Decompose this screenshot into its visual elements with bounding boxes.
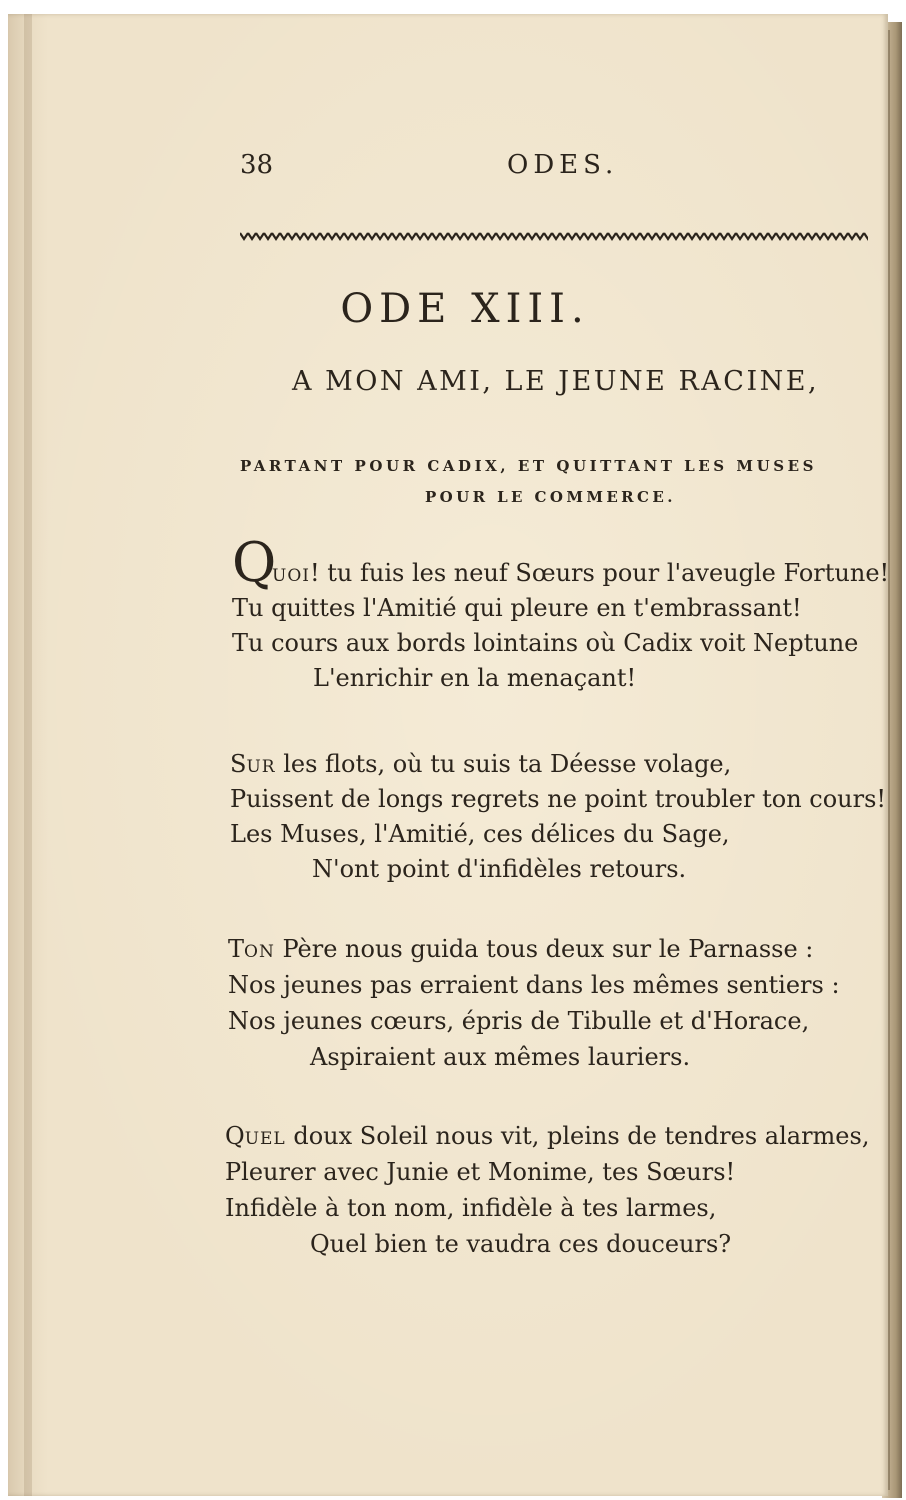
verse-line-indented: N'ont point d'infidèles retours. bbox=[312, 855, 687, 883]
verse-line-indented: Quel bien te vaudra ces douceurs? bbox=[310, 1230, 732, 1258]
verse-text: doux Soleil nous vit, pleins de tendres alarmes, bbox=[285, 1122, 870, 1150]
verse-text: les flots, où tu suis ta Déesse volage, bbox=[275, 750, 732, 778]
ode-title: ODE XIII. bbox=[340, 286, 590, 332]
verse-line: Pleurer avec Junie et Monime, tes Sœurs! bbox=[225, 1158, 736, 1186]
verse-line bbox=[272, 555, 889, 594]
verse-text: Père nous guida tous deux sur le Parnasse : bbox=[274, 935, 814, 963]
verse-line: Infidèle à ton nom, infidèle à tes larmes, bbox=[225, 1194, 717, 1222]
verse-line: Nos jeunes pas erraient dans les mêmes sentiers : bbox=[228, 971, 840, 999]
page-gutter bbox=[24, 14, 32, 1496]
verse-line: Tu quittes l'Amitié qui pleure en t'embrassant! bbox=[232, 594, 802, 622]
verse-smallcaps-word: UR bbox=[246, 757, 276, 777]
verse-initial: T bbox=[228, 935, 245, 963]
verse-line: Puissent de longs regrets ne point troubler ton cours! bbox=[230, 785, 887, 813]
verse-text: ! tu fuis les neuf Sœurs pour l'aveugle Fortune! bbox=[309, 559, 890, 587]
ornamental-rule bbox=[240, 230, 868, 242]
verse-line bbox=[230, 746, 731, 785]
ode-dedication: A MON AMI, LE JEUNE RACINE, bbox=[292, 366, 820, 397]
drop-cap-initial: Q bbox=[232, 531, 277, 594]
verse-initial: S bbox=[230, 750, 247, 778]
verse-line-indented: Aspiraient aux mêmes lauriers. bbox=[310, 1043, 691, 1071]
verse-smallcaps-word: ON bbox=[244, 942, 275, 962]
verse-initial: Q bbox=[225, 1122, 245, 1150]
page-number: 38 bbox=[240, 150, 274, 180]
verse-line: Nos jeunes cœurs, épris de Tibulle et d'Horace, bbox=[228, 1007, 810, 1035]
running-head: ODES. bbox=[507, 150, 619, 180]
verse-line bbox=[228, 931, 813, 970]
ode-subtitle-line-1: PARTANT POUR CADIX, ET QUITTANT LES MUSES bbox=[240, 457, 817, 475]
verse-line: Tu cours aux bords lointains où Cadix voit Neptune bbox=[232, 629, 859, 657]
ode-subtitle-line-2: POUR LE COMMERCE. bbox=[425, 488, 676, 506]
verse-smallcaps-word: UOI bbox=[272, 566, 310, 586]
verse-line bbox=[225, 1118, 869, 1157]
verse-line: Les Muses, l'Amitié, ces délices du Sage, bbox=[230, 820, 730, 848]
verse-smallcaps-word: UEL bbox=[244, 1129, 286, 1149]
verse-line-indented: L'enrichir en la menaçant! bbox=[313, 664, 637, 692]
book-fore-edge-line bbox=[888, 30, 890, 1490]
